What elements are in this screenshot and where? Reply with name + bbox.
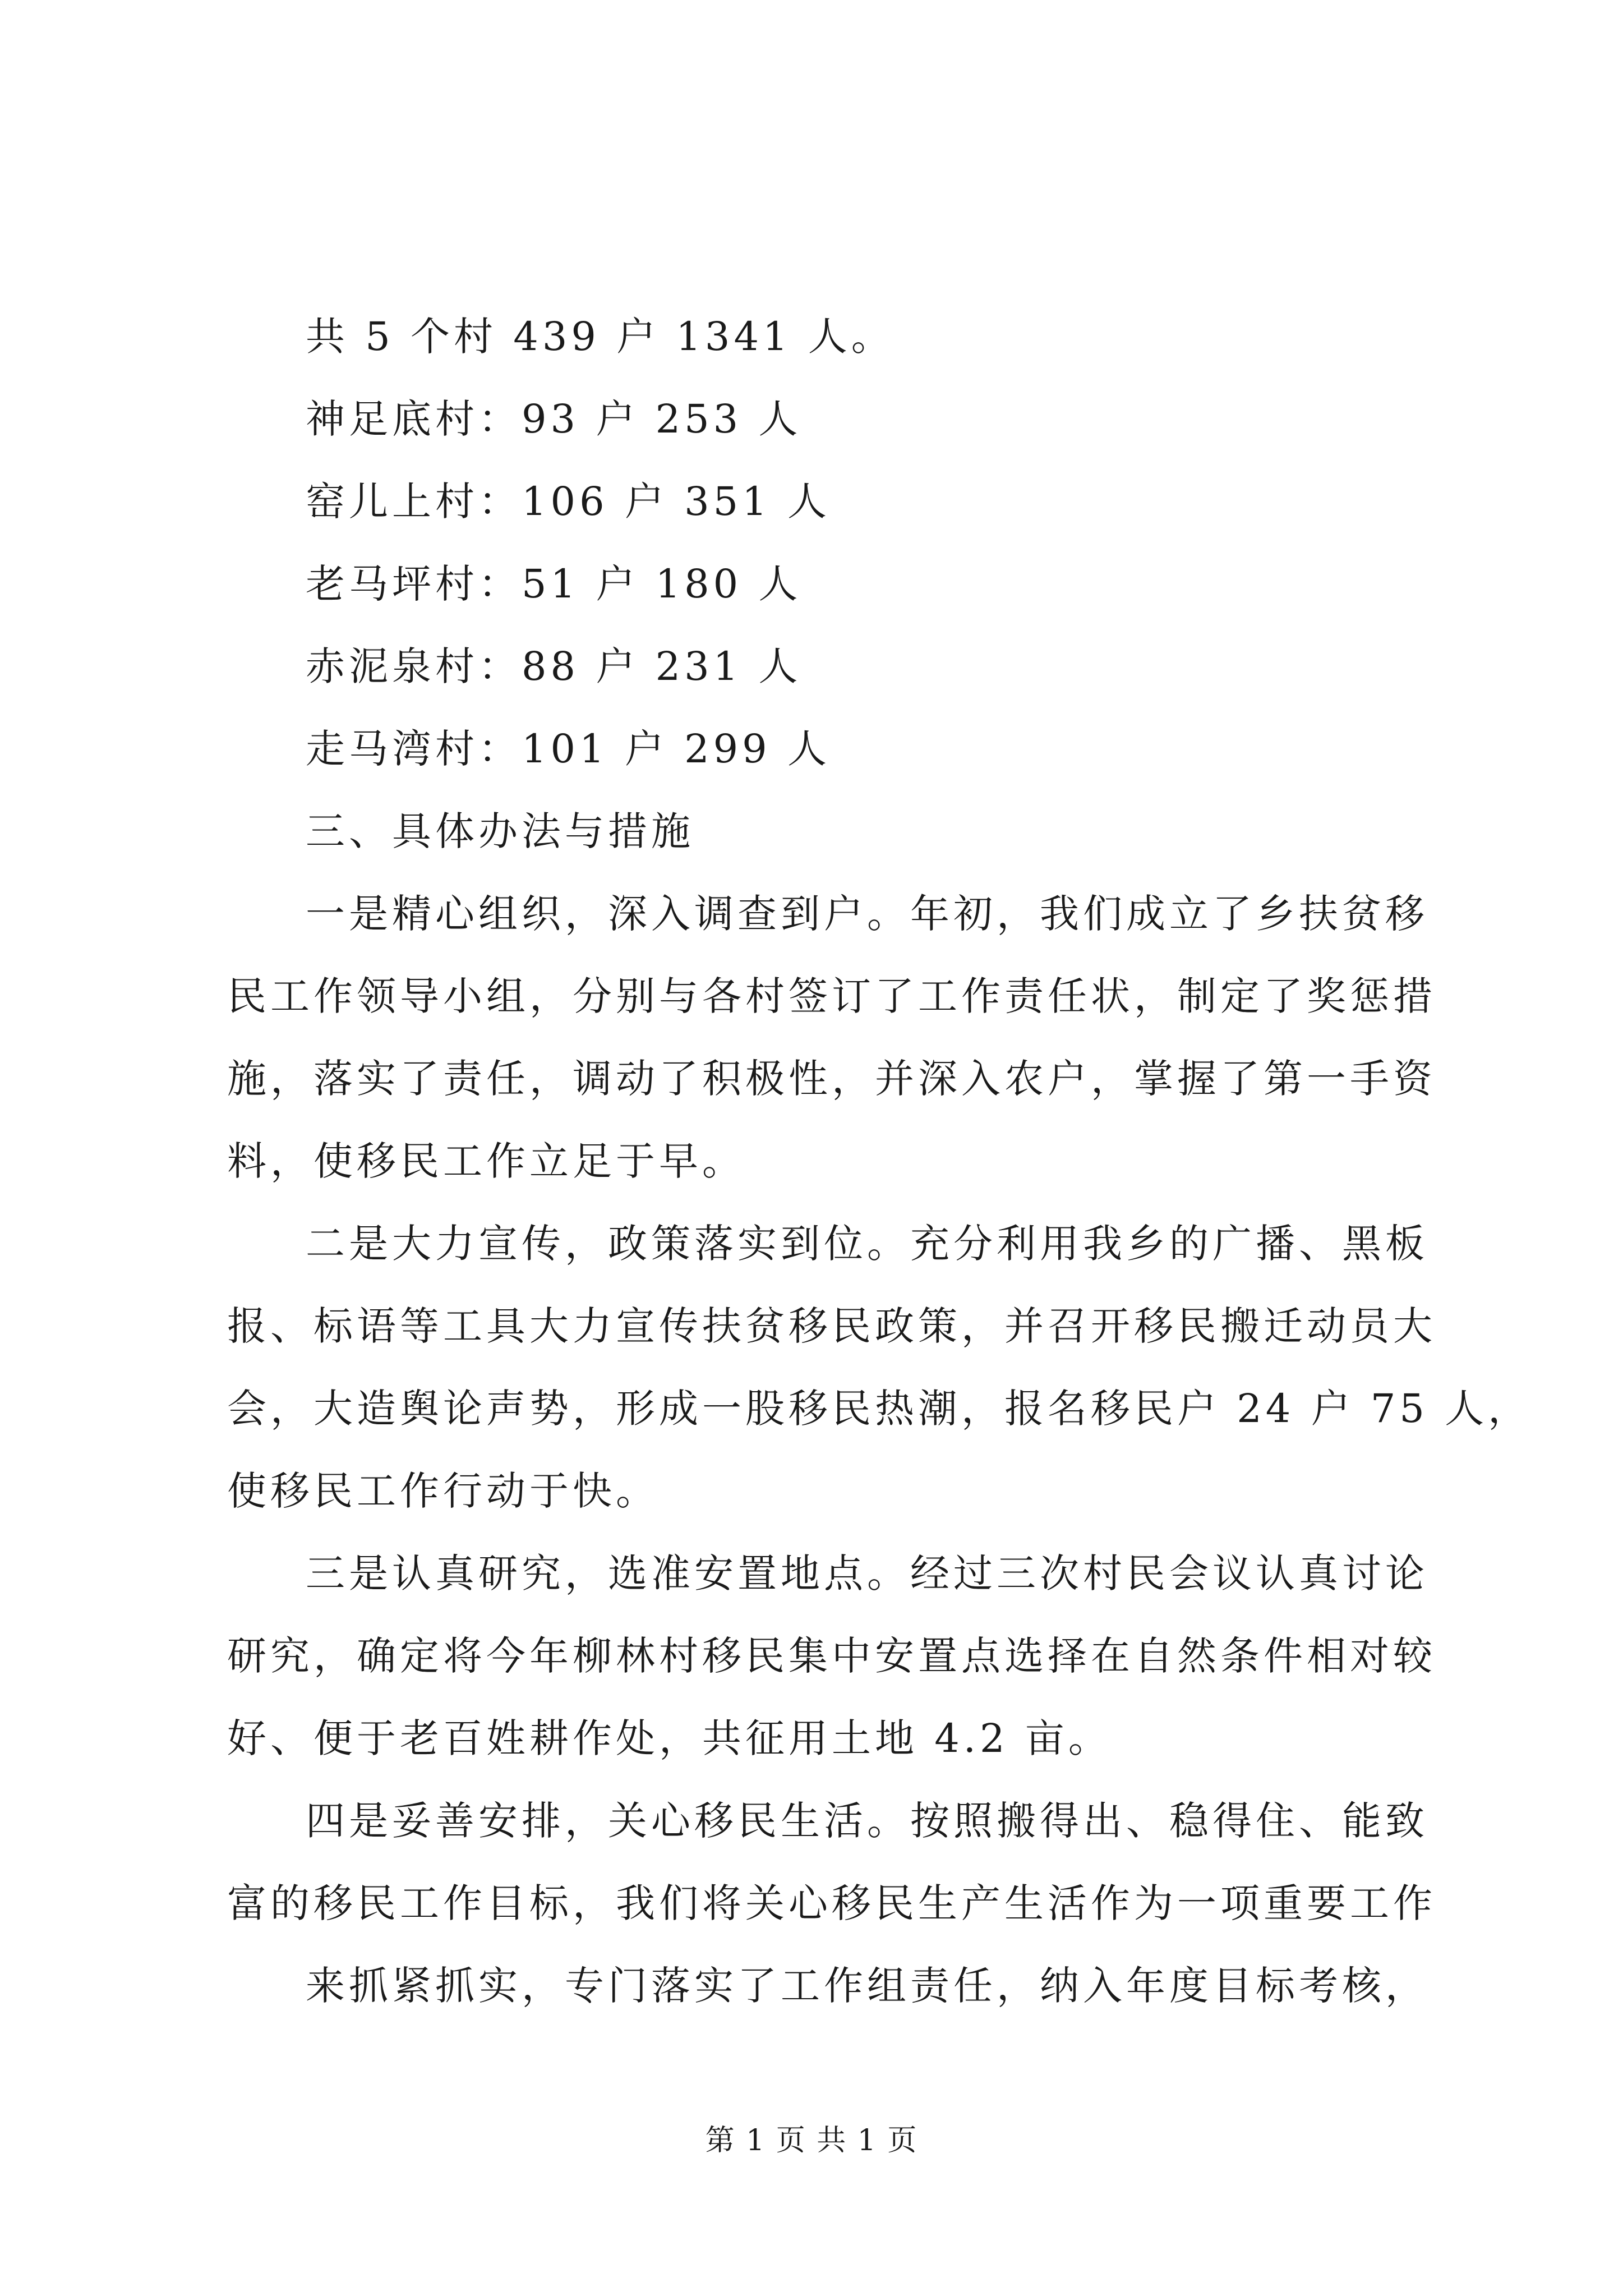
body-line: 四是妥善安排，关心移民生活。按照搬得出、稳得住、能致 — [306, 1798, 1428, 1844]
body-line: 窑儿上村：106 户 351 人 — [306, 478, 831, 524]
body-line: 赤泥泉村：88 户 231 人 — [306, 643, 802, 689]
body-line: 会，大造舆论声势，形成一股移民热潮，报名移民户 24 户 75 人， — [227, 1386, 1532, 1432]
body-line: 二是大力宣传，政策落实到位。充分利用我乡的广播、黑板 — [306, 1221, 1428, 1267]
body-line: 料，使移民工作立足于早。 — [227, 1138, 745, 1184]
body-line: 好、便于老百姓耕作处，共征用土地 4.2 亩。 — [227, 1715, 1112, 1761]
body-line: 报、标语等工具大力宣传扶贫移民政策，并召开移民搬迁动员大 — [227, 1303, 1436, 1349]
body-line: 来抓紧抓实，专门落实了工作组责任，纳入年度目标考核， — [306, 1963, 1428, 2009]
body-line: 老马坪村：51 户 180 人 — [306, 561, 802, 607]
section-heading: 三、具体办法与措施 — [306, 808, 694, 854]
body-line: 富的移民工作目标，我们将关心移民生产生活作为一项重要工作 — [227, 1880, 1436, 1926]
body-line: 共 5 个村 439 户 1341 人。 — [306, 314, 895, 360]
body-line: 使移民工作行动于快。 — [227, 1468, 659, 1514]
body-line: 民工作领导小组，分别与各村签订了工作责任状，制定了奖惩措 — [227, 973, 1436, 1019]
body-line: 研究，确定将今年柳林村移民集中安置点选择在自然条件相对较 — [227, 1633, 1436, 1679]
page-footer: 第 1 页 共 1 页 — [705, 2124, 918, 2157]
body-line: 一是精心组织，深入调查到户。年初，我们成立了乡扶贫移 — [306, 891, 1428, 937]
body-line: 走马湾村：101 户 299 人 — [306, 726, 831, 772]
body-line: 三是认真研究，选准安置地点。经过三次村民会议认真讨论 — [306, 1550, 1428, 1596]
body-line: 神足底村：93 户 253 人 — [306, 396, 802, 442]
body-line: 施，落实了责任，调动了积极性，并深入农户，掌握了第一手资 — [227, 1056, 1436, 1102]
